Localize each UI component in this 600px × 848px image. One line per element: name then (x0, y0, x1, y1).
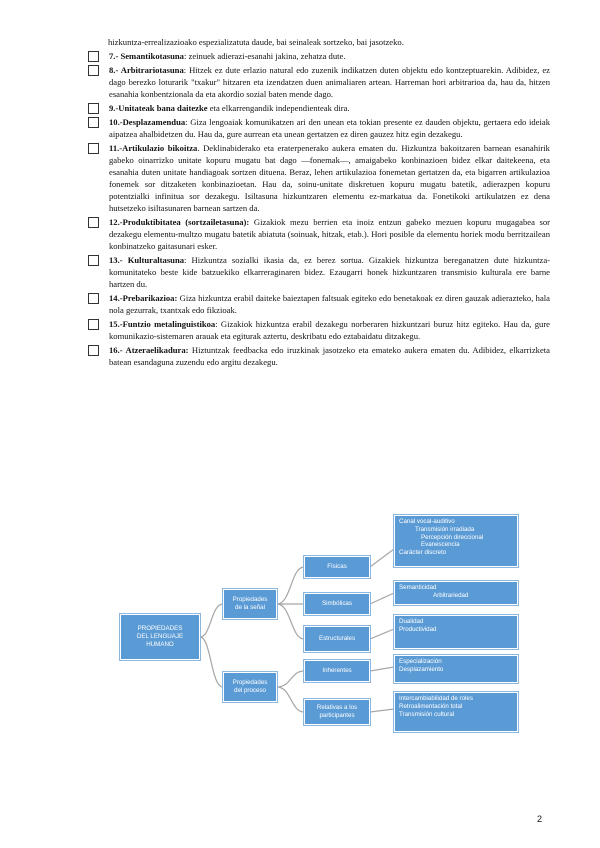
list-item (88, 102, 550, 114)
participants-leaf: Intercambiabilidad de roles Retroalimentación total Transmisión cultural (394, 692, 518, 732)
list-item (88, 344, 550, 368)
list-item: 11.-Artikulazio bikoitza. Deklinabiderako eta eraterpenerako aukera ematen du. Hizkuntza bakoitzaren barnean esanahirik gabeko oinarrizko unitate kopuru mugatu bat dago —fonemak—, amaigabeko konbinazioen bidez elkar daitekeena, eta esanahia duten unitate handiagoak sortzen dituena. Beraz, lehen artikulazioa fonemetan gertatzen da, eta bigarren artikulazioa fonemek sor ditzaketen konbinazioetan. Hau da, soinu-unitate diskretuen kopuru mugatu batetik, adierazpen kopuru potentzialki infinitua sor dezakegu. Isiltasuna hizkuntzaren elementu ez-markatua da. Fonetikoki artikulatzen ez dena hutsetzeko isiltasunaren barnean sartzen da. (88, 142, 550, 214)
intro-paragraph: hizkuntza-errealizazioako espezializatuta daude, bai seinaleak sortzeko, bai jasotzeko. (108, 37, 404, 47)
item-term: 9.-Unitateak bana daitezke (109, 103, 208, 113)
signal-properties-node: Propiedades de la señal (223, 589, 277, 619)
property-checklist (88, 50, 550, 370)
list-item: 15.-Funtzio metalinguistikoa: Gizakiok hizkuntza erabil dezakegu norberaren hizkuntzari buruz hitz egiteko. Hau da, gure komunikazio-sistemaren arauak eta egiturak aztertu, deskribatu edo eztabaidatu ditzakegu. (88, 318, 550, 342)
item-term: 12.-Produktibitatea (sortzailetasuna): (109, 217, 250, 227)
list-item: 10.-Desplazamendua: Giza lengoaiak komunikatzen ari den unean eta tokian presente ez dauden objektu, gertaera edo ideiak aipatzea ahalbidetzen du. Hau da, gure aurrean eta unean gertatzen ez diren gauzez hitz egin dezakegu. (88, 116, 550, 140)
item-term: 11.-Artikulazio bikoitza (109, 143, 198, 153)
checkbox[interactable] (88, 65, 99, 76)
checkbox[interactable] (88, 117, 99, 128)
item-text: Hiztuntzak feedbacka edo iruzkinak jasotzeko eta emateko aukera ematen du. Adibidez, elkarrizketa batean esandaguna zuzendu edo argitu dezakegu. (109, 345, 550, 367)
checkbox[interactable] (88, 51, 99, 62)
structural-node: Estructurales (304, 626, 370, 652)
item-term: 14.-Prebarikazioa: (109, 293, 178, 303)
item-text: Gizakiok hizkuntza erabil dezakegu norberaren hizkuntzari buruz hitz egiteko. Hau da, gure komunikazio-sistemaren arauak eta egiturak aztertu, deskribatu edo eztabaidatu ditzakegu. (109, 319, 550, 341)
item-text: Giza lengoaiak komunikatzen ari den unean eta tokian presente ez dauden objektu, gertaera edo ideiak aipatzea ahalbidetzen du. Hau da, gure aurrean eta unean gertatzen ez diren gauzez hitz egin dezakegu. (109, 117, 550, 139)
item-text: Gizakiok mezu berrien eta inoiz entzun gabeko mezuen kopuru mugagabea sor dezakegu elementu-multzo mugatu batetik abiatuta (soinuak, hitzak, etab.). Hori posible da elementu horiek modu berritzailean konbinatzeko gaitasunari esker. (109, 217, 550, 251)
checkbox[interactable] (88, 143, 99, 154)
physical-leaf: Canal vocal-auditivo Transmisión irradiada Percepción direccional Evanescencia Carácter discreto (394, 515, 518, 567)
checkbox[interactable] (88, 319, 99, 330)
checkbox[interactable] (88, 255, 99, 266)
checkbox[interactable] (88, 103, 99, 114)
physical-node: Físicas (304, 556, 370, 578)
symbolic-leaf: Semanticidad Arbitrariedad (394, 581, 518, 605)
participants-node: Relativas a los participantes (304, 699, 370, 725)
list-item: 13.- Kulturaltasuna: Hizkuntza sozialki ikasia da, ez berez sortua. Gizakiek hizkuntza bereganatzen dute hizkuntza-komunitateko beste kide batzuekiko elkarreraginaren bidez. Ezaugarri honek hizkuntzaren transmisio kulturala ere barne hartzen du. (88, 254, 550, 290)
item-term: 8.- Arbitrariotasuna (109, 65, 184, 75)
list-item: 8.- Arbitrariotasuna: Hitzek ez dute erlazio natural edo zuzenik indikatzen duten objektu edo kontzeptuarekin. Adibidez, ez dago berezko loturarik "txakur" hitzaren eta izendatzen duen animaliaren artean. Harreman hori arbitrarioa da, hau da, hitzen esanahia konbentzionala da eta akordio sozial baten mende dago. (88, 64, 550, 100)
list-item (88, 292, 550, 316)
item-text: Hizkuntza sozialki ikasia da, ez berez sortua. Gizakiek hizkuntza bereganatzen dute hizkuntza-komunitateko beste kide batzuekiko elkarreraginaren bidez. Ezaugarri honek hizkuntzaren transmisio kulturala ere barne hartzen du. (109, 255, 550, 289)
item-term: 16.- Atzeraelikadura: (109, 345, 189, 355)
root-node: PROPIEDADES DEL LENGUAJE HUMANO (120, 614, 200, 660)
item-term: 13.- Kulturaltasuna (109, 255, 185, 265)
checkbox[interactable] (88, 345, 99, 356)
checkbox[interactable] (88, 217, 99, 228)
item-term: 15.-Funtzio metalinguistikoa (109, 319, 216, 329)
item-text: Deklinabiderako eta eraterpenerako aukera ematen du. Hizkuntza bakoitzaren barnean esanahirik gabeko oinarrizko unitate kopuru mugatu bat dago —fonemak—, amaigabeko konbinazioen bidez elkar daitekeena, eta esanahia duten unitate handiagoak sortzen dituena. Beraz, lehen artikulazioa fonemetan gertatzen da, eta bigarren artikulazioa fonemek sor ditzaketen konbinazioetan. Hau da, soinu-unitate diskretuen kopuru mugatu batetik, adierazpen kopuru potentzialki infinitua sor dezakegu. Isiltasuna hizkuntzaren elementu ez-markatua da. Fonetikoki artikulatzen ez dena hutsetzeko isiltasunaren barnean sartzen da. (109, 143, 550, 213)
list-item (88, 216, 550, 252)
structural-leaf: Dualidad Productividad (394, 615, 518, 649)
process-properties-node: Propiedades del proceso (223, 672, 277, 702)
item-text: eta elkarrengandik independienteak dira. (207, 103, 350, 113)
page-number: 2 (537, 814, 543, 824)
list-item: 7.- Semantikotasuna: zeinuek adierazi-esanahi jakina, zehatza dute. (88, 50, 550, 62)
inherent-node: Inherentes (304, 660, 370, 682)
item-text: Giza hizkuntza erabil daiteke baieztapen faltsuak egiteko edo benetakoak ez diren gauzak adierazteko, hala nola gezurrak, txantxak edo fikzioak. (109, 293, 550, 315)
language-properties-diagram (116, 509, 564, 763)
item-text: Hitzek ez dute erlazio natural edo zuzenik indikatzen duten objektu edo kontzeptuarekin. Adibidez, ez dago berezko loturarik "txakur" hitzaren eta izendatzen duen animaliaren artean. Harreman hori arbitrarioa da, hau da, hitzen esanahia konbentzionala da eta akordio sozial baten mende dago. (109, 65, 550, 99)
symbolic-node: Simbólicas (304, 593, 370, 615)
inherent-leaf: Especialización Desplazamiento (394, 655, 518, 683)
item-text: zeinuek adierazi-esanahi jakina, zehatza dute. (186, 51, 346, 61)
item-term: 10.-Desplazamendua (109, 117, 186, 127)
item-term: 7.- Semantikotasuna (109, 51, 184, 61)
checkbox[interactable] (88, 293, 99, 304)
